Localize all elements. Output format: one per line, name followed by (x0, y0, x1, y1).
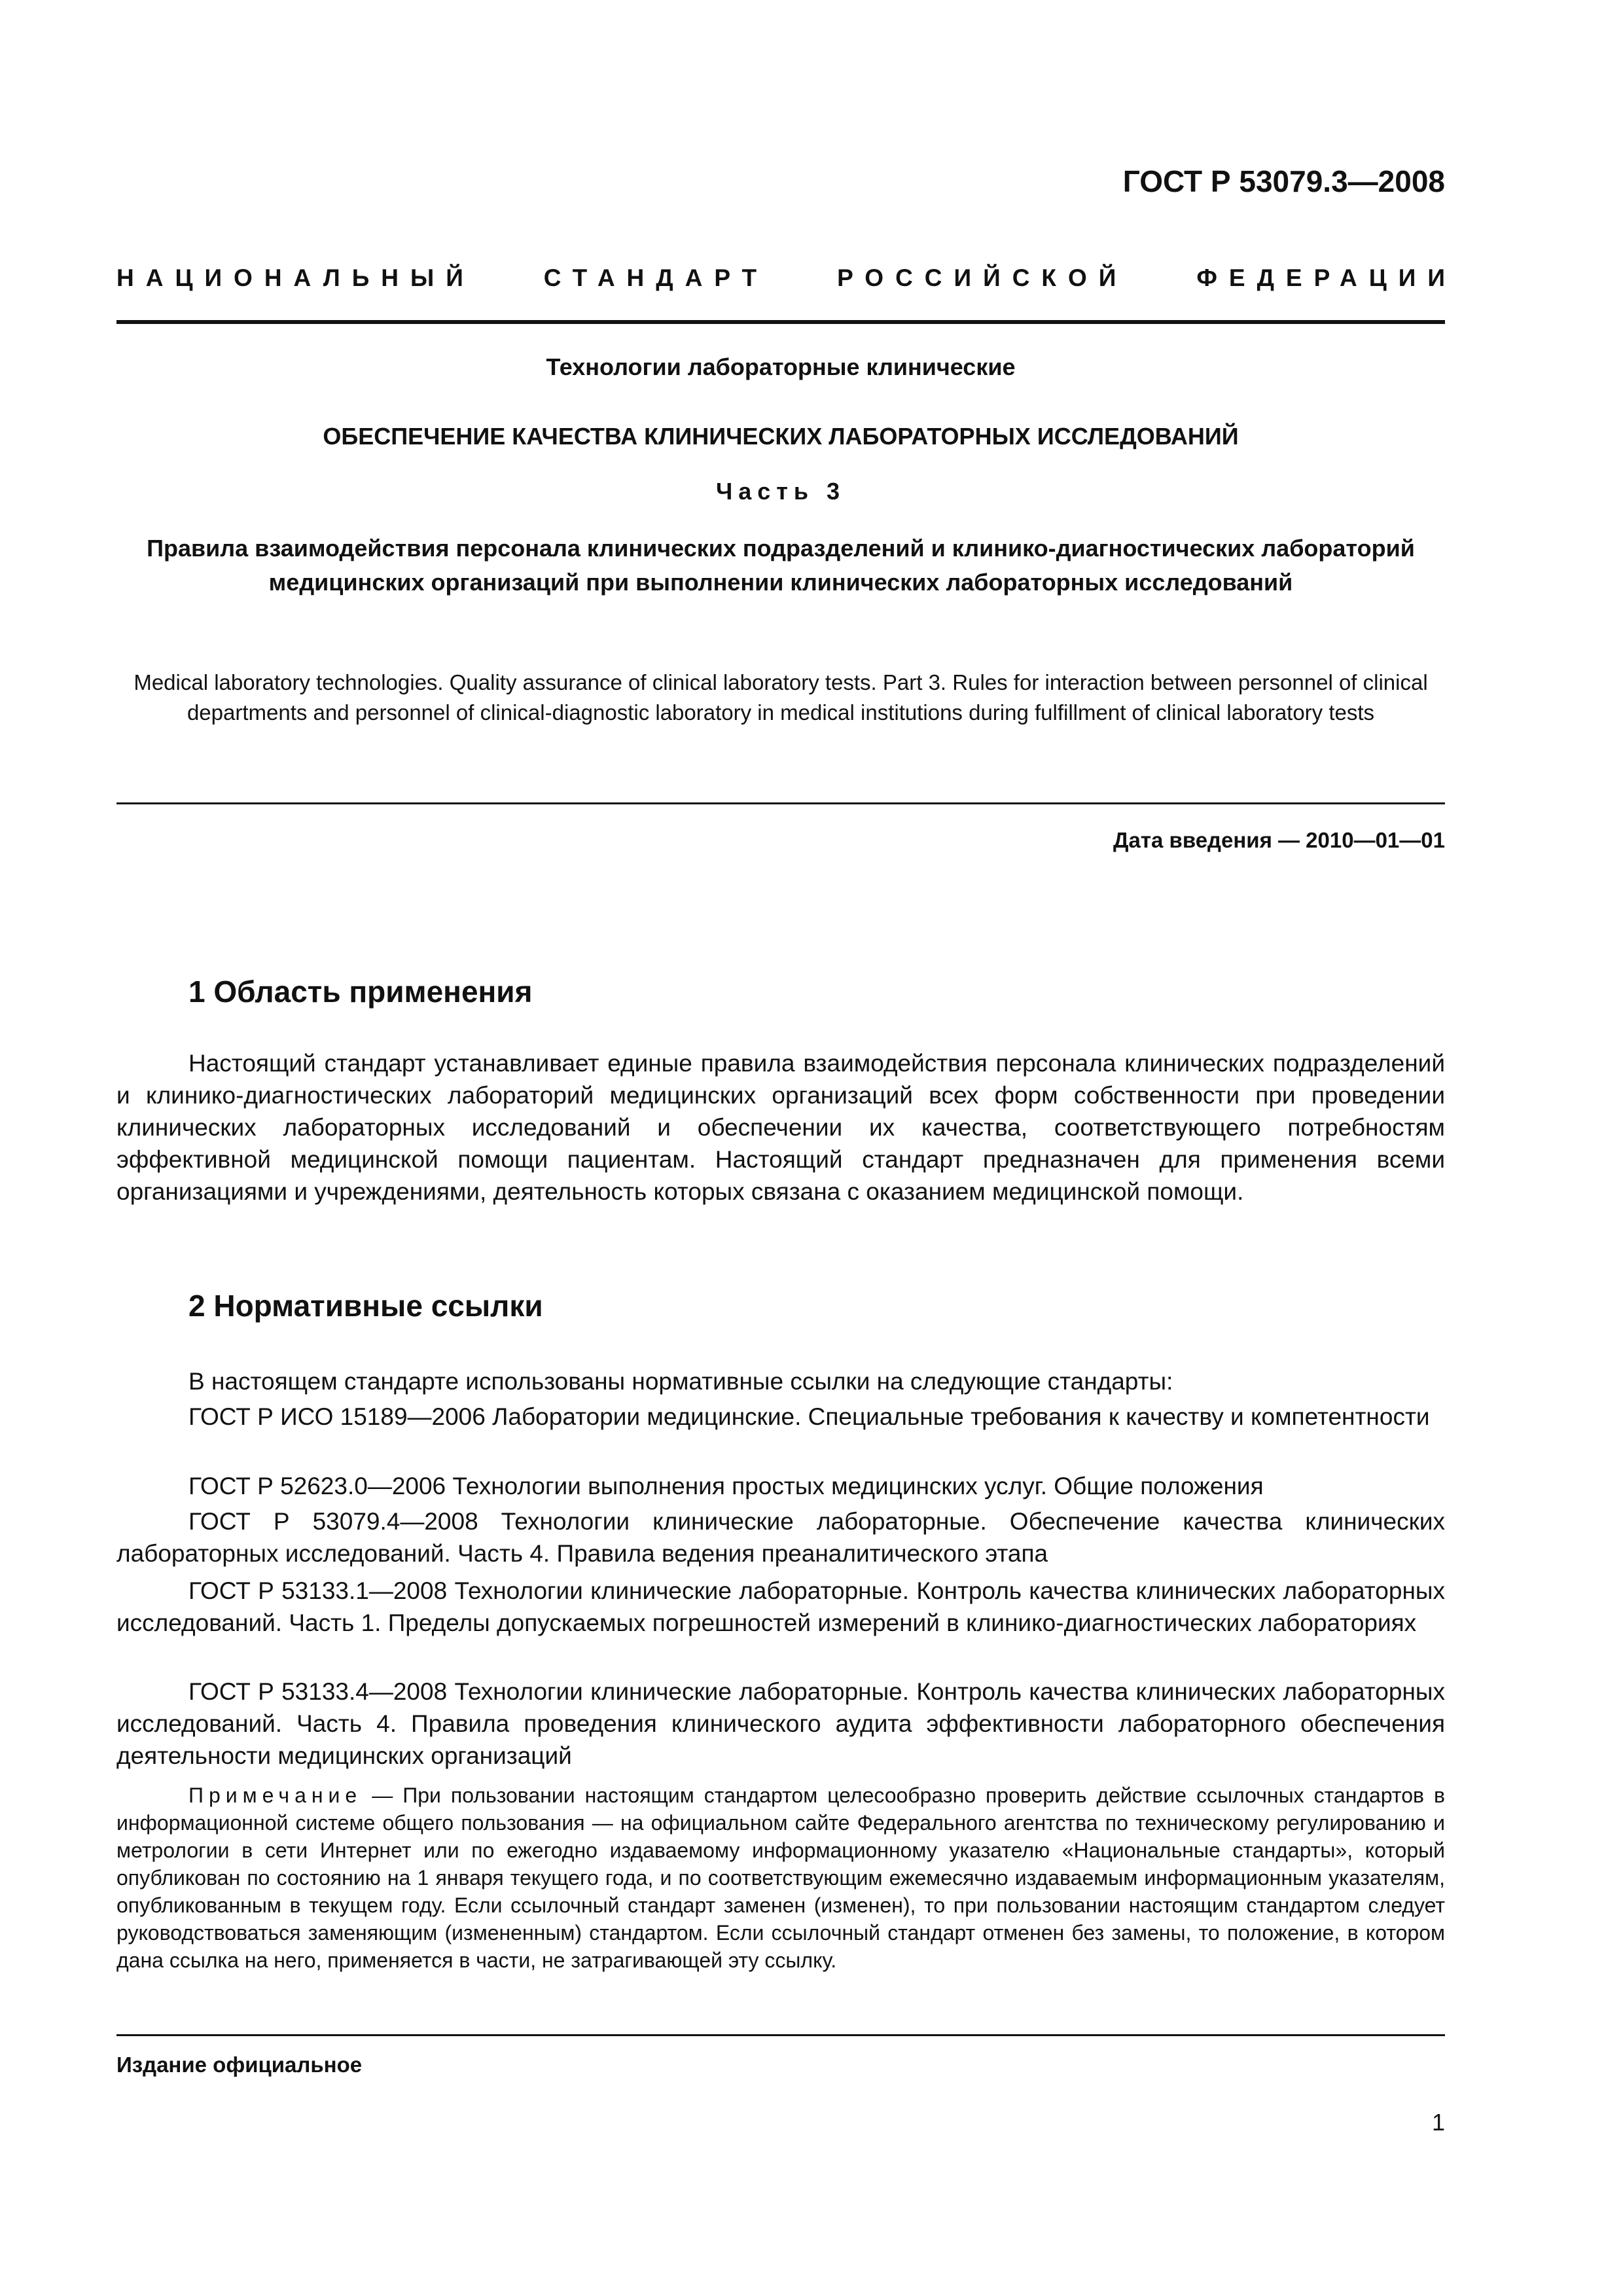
document-page (116, 0, 1457, 2296)
header-divider (116, 320, 1445, 324)
references-intro: В настоящем стандарте использованы нормативные ссылки на следующие стандарты: (188, 1368, 1173, 1395)
reference-item: ГОСТ Р 52623.0—2006 Технологии выполнения простых медицинских услуг. Общие положения (188, 1473, 1264, 1499)
document-subtitle: Технологии лабораторные клинические (546, 353, 1016, 380)
part-label: Часть 3 (715, 478, 846, 505)
english-title: Medical laboratory technologies. Quality assurance of clinical laboratory tests. Part 3. Rules for interaction between personnel of clinical departments and personnel of clinical-diagnostic laboratory in medical institutions during fulfillment of clinical laboratory tests (134, 670, 1428, 725)
national-title-word: НАЦИОНАЛЬНЫЙ (116, 264, 475, 291)
note-text: — При пользовании настоящим стандартом целесообразно проверить действие ссылочных стандартов в информационной системе общего пользования — на официальном сайте Федерального агентства по техническому регулированию и метрологии в сети Интернет или по ежегодно издаваемому информационному указателю «Национальные стандарты», который опубликован по состоянию на 1 января текущего года, и по соответствующим ежемесячно издаваемым информационным указателям, опубликованным в текущем году. Если ссылочный стандарт заменен (изменен), то при пользовании настоящим стандартом следует руководствоваться заменяющим (измененным) стандартом. Если ссылочный стандарт отменен без замены, то положение, в котором дана ссылка на него, применяется в части, не затрагивающей эту ссылку. (116, 1784, 1446, 1972)
section-2-heading: 2 Нормативные ссылки (188, 1289, 543, 1323)
part-title: Правила взаимодействия персонала клинических подразделений и клинико-диагностических лабораторий медицинских организаций при выполнении клинических лабораторных исследований (147, 535, 1415, 596)
reference-item: ГОСТ Р 53079.4—2008 Технологии клинические лабораторные. Обеспечение качества клинических лабораторных исследований. Часть 4. Правила ведения преаналитического этапа (116, 1508, 1445, 1567)
national-title-word: СТАНДАРТ (543, 264, 769, 291)
reference-item: ГОСТ Р 53133.4—2008 Технологии клинические лабораторные. Контроль качества клинических лабораторных исследований. Часть 4. Правила проведения клинического аудита эффективности лабораторного обеспечения деятельности медицинских организаций (116, 1678, 1445, 1769)
national-standard-title (116, 264, 1457, 292)
footer-divider (116, 2034, 1445, 2036)
introduction-date: Дата введения — 2010—01—01 (1113, 828, 1445, 852)
reference-item: ГОСТ Р 53133.1—2008 Технологии клинические лабораторные. Контроль качества клинических лабораторных исследований. Часть 1. Пределы допускаемых погрешностей измерений в клинико-диагностических лабораториях (116, 1577, 1445, 1636)
official-edition-label: Издание официальное (116, 2053, 363, 2077)
title-divider (116, 802, 1445, 804)
references-note (116, 1782, 1445, 1974)
national-title-word: РОССИЙСКОЙ (837, 264, 1128, 291)
page-number: 1 (1431, 2109, 1445, 2136)
section-1-heading: 1 Область применения (188, 975, 533, 1009)
reference-item: ГОСТ Р ИСО 15189—2006 Лаборатории медицинские. Специальные требования к качеству и компетентности (188, 1403, 1430, 1430)
national-title-word: ФЕДЕРАЦИИ (1196, 264, 1457, 291)
section-1-text: Настоящий стандарт устанавливает единые правила взаимодействия персонала клинических подразделений и клинико-диагностических лабораторий медицинских организаций всех форм собственности при проведении клинических лабораторных исследований и обеспечении их качества, соответствующего потребностям эффективной медицинской помощи пациентам. Настоящий стандарт предназначен для применения всеми организациями и учреждениями, деятельность которых связана с оказанием медицинской помощи. (116, 1050, 1445, 1205)
note-label: Примечание (188, 1784, 363, 1807)
standard-number: ГОСТ Р 53079.3—2008 (1122, 164, 1445, 198)
document-main-title: ОБЕСПЕЧЕНИЕ КАЧЕСТВА КЛИНИЧЕСКИХ ЛАБОРАТОРНЫХ ИССЛЕДОВАНИЙ (323, 423, 1239, 450)
